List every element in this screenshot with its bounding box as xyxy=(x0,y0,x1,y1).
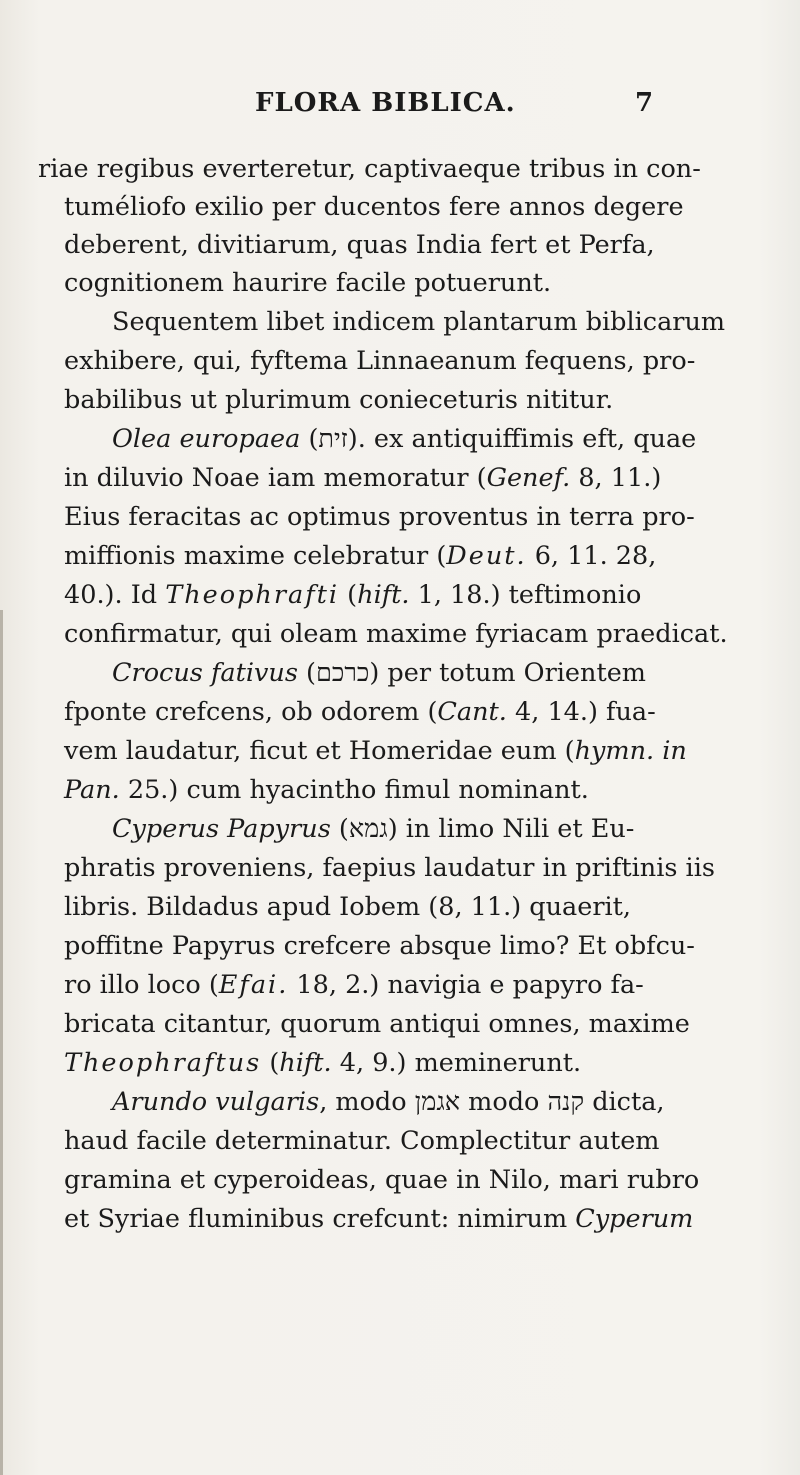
text-run: poffitne Papyrus crefcere absque limo? Et obfcu- xyxy=(64,931,695,961)
text-run: Theophraftus xyxy=(64,1048,262,1078)
text-line xyxy=(64,345,695,377)
text-run: ( xyxy=(261,1048,280,1078)
text-run: confirmatur, qui oleam maxime fyriacam praedicat. xyxy=(64,619,728,649)
text-line xyxy=(38,153,701,185)
text-line xyxy=(64,618,728,650)
text-line xyxy=(64,852,715,884)
text-run: , modo אגמן modo קנה dicta, xyxy=(319,1087,665,1117)
text-run: babilibus ut plurimum conieceturis nititur. xyxy=(64,385,614,415)
text-run: Crocus fativus xyxy=(112,658,298,688)
text-run: bricata citantur, quorum antiqui omnes, maxime xyxy=(64,1009,690,1039)
text-run: Cyperus Papyrus xyxy=(112,814,331,844)
text-run: tuméliofo exilio per ducentos fere annos degere xyxy=(64,192,684,222)
text-run: Pan. xyxy=(64,775,120,805)
text-line xyxy=(64,891,631,923)
text-line xyxy=(64,735,687,767)
text-run: ( xyxy=(339,580,358,610)
text-line xyxy=(64,774,589,806)
text-run: phratis proveniens, faepius laudatur in priftinis iis xyxy=(64,853,715,883)
text-line xyxy=(64,1203,693,1235)
text-run: Sequentem libet indicem plantarum biblicarum xyxy=(112,307,726,337)
text-run: 40.). Id xyxy=(64,580,166,610)
text-run: 4, 14.) fua- xyxy=(506,697,656,727)
text-run: fponte crefcens, ob odorem ( xyxy=(64,697,438,727)
text-line xyxy=(64,384,613,416)
text-run: ro illo loco ( xyxy=(64,970,219,1000)
text-line xyxy=(64,540,656,572)
text-run: hift. xyxy=(279,1048,332,1078)
text-line xyxy=(64,501,695,533)
text-line xyxy=(64,579,641,611)
text-run: Cant. xyxy=(437,697,507,727)
text-run: (כרכם) per totum Orientem xyxy=(297,658,646,688)
text-line xyxy=(64,267,551,299)
text-run: Olea europaea xyxy=(112,424,301,454)
text-run: deberent, divitiarum, quas India fert et Perfa, xyxy=(64,230,655,260)
text-line xyxy=(64,1164,699,1196)
text-run: gramina et cyperoideas, quae in Nilo, mari rubro xyxy=(64,1165,700,1195)
text-line xyxy=(112,657,646,689)
text-run: 1, 18.) teftimonio xyxy=(409,580,642,610)
text-line xyxy=(112,423,696,455)
text-line xyxy=(64,191,684,223)
text-run: vem laudatur, ficut et Homeridae eum ( xyxy=(64,736,575,766)
text-run: hymn. in xyxy=(574,736,687,766)
text-run: Genef. xyxy=(486,463,571,493)
text-line xyxy=(64,1047,581,1079)
text-line xyxy=(64,1008,690,1040)
text-line xyxy=(64,229,655,261)
text-line xyxy=(112,306,725,338)
text-run: hift. xyxy=(357,580,410,610)
text-run: Deut. xyxy=(446,541,527,571)
text-line xyxy=(112,1086,665,1118)
text-run: Arundo vulgaris xyxy=(112,1087,320,1117)
text-run: Theophrafti xyxy=(165,580,340,610)
text-run: Cyperum xyxy=(575,1204,694,1234)
running-title: FLORA BIBLICA. xyxy=(255,88,516,118)
text-run: 25.) cum hyacintho fimul nominant. xyxy=(119,775,589,805)
text-run: riae regibus everteretur, captivaeque tribus in con- xyxy=(38,154,701,184)
text-run: Eius feracitas ac optimus proventus in terra pro- xyxy=(64,502,695,532)
text-line xyxy=(64,969,644,1001)
text-run: exhibere, qui, fyftema Linnaeanum fequens, pro- xyxy=(64,346,696,376)
text-run: libris. Bildadus apud Iobem (8, 11.) quaerit, xyxy=(64,892,632,922)
text-line xyxy=(64,930,695,962)
text-run: (גמא) in limo Nili et Eu- xyxy=(330,814,635,844)
text-line xyxy=(64,1125,660,1157)
text-line xyxy=(64,462,661,494)
text-run: in diluvio Noae iam memoratur ( xyxy=(64,463,487,493)
text-run: 8, 11.) xyxy=(570,463,662,493)
text-run: miffionis maxime celebratur ( xyxy=(64,541,447,571)
text-run: 6, 11. 28, xyxy=(526,541,657,571)
text-line xyxy=(112,813,634,845)
text-run: et Syriae fluminibus crefcunt: nimirum xyxy=(64,1204,576,1234)
text-run: Efai. xyxy=(218,970,289,1000)
text-run: 4, 9.) meminerunt. xyxy=(331,1048,582,1078)
text-line xyxy=(64,696,656,728)
text-run: 18, 2.) navigia e papyro fa- xyxy=(288,970,644,1000)
text-run: haud facile determinatur. Complectitur autem xyxy=(64,1126,660,1156)
text-run: cognitionem haurire facile potuerunt. xyxy=(64,268,552,298)
text-run: (זית). ex antiquiffimis eft, quae xyxy=(300,424,697,454)
page-number: 7 xyxy=(635,88,654,118)
